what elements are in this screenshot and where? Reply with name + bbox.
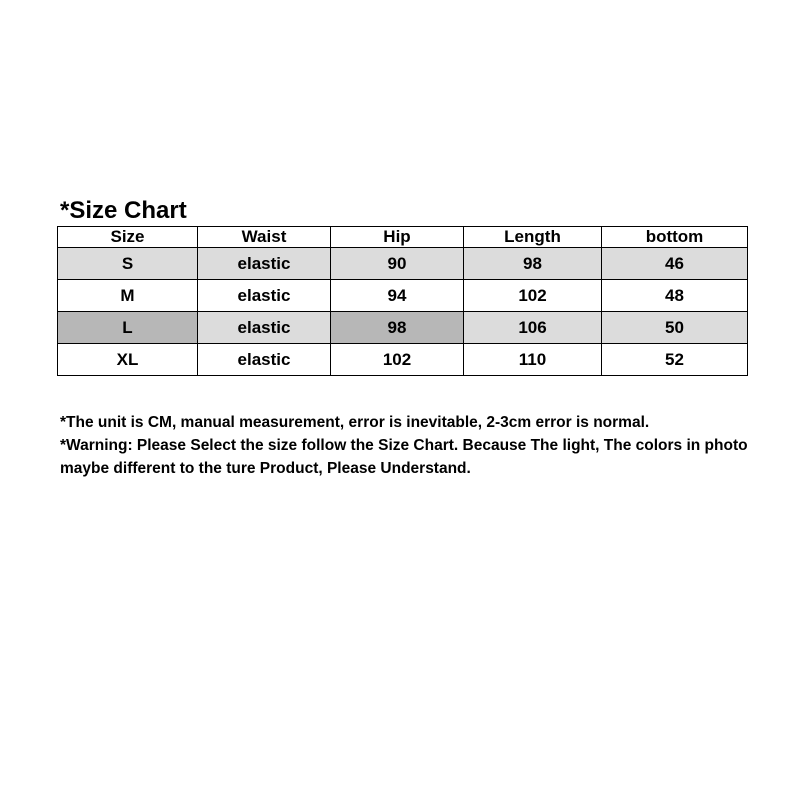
cell-hip: 98 bbox=[331, 312, 464, 344]
cell-size: M bbox=[58, 280, 198, 312]
cell-hip: 102 bbox=[331, 344, 464, 376]
warning-note: *Warning: Please Select the size follow the Size Chart. Because The light, The colors in photo maybe different to the ture Product, Please Understand. bbox=[60, 437, 748, 477]
cell-waist: elastic bbox=[198, 344, 331, 376]
size-chart-title: *Size Chart bbox=[60, 197, 187, 224]
header-size: Size bbox=[58, 227, 198, 248]
table-header-row bbox=[58, 227, 748, 248]
header-bottom: bottom bbox=[602, 227, 748, 248]
table-row bbox=[58, 312, 748, 344]
cell-length: 98 bbox=[464, 248, 602, 280]
cell-hip: 94 bbox=[331, 280, 464, 312]
cell-waist: elastic bbox=[198, 248, 331, 280]
cell-hip: 90 bbox=[331, 248, 464, 280]
unit-note: *The unit is CM, manual measurement, error is inevitable, 2-3cm error is normal. bbox=[60, 414, 650, 431]
size-chart-table bbox=[57, 226, 748, 376]
table-row bbox=[58, 344, 748, 376]
cell-bottom: 48 bbox=[602, 280, 748, 312]
cell-length: 110 bbox=[464, 344, 602, 376]
header-waist: Waist bbox=[198, 227, 331, 248]
cell-bottom: 50 bbox=[602, 312, 748, 344]
cell-size: XL bbox=[58, 344, 198, 376]
header-length: Length bbox=[464, 227, 602, 248]
cell-length: 102 bbox=[464, 280, 602, 312]
table-row bbox=[58, 248, 748, 280]
table-row bbox=[58, 280, 748, 312]
cell-bottom: 46 bbox=[602, 248, 748, 280]
header-hip: Hip bbox=[331, 227, 464, 248]
cell-waist: elastic bbox=[198, 280, 331, 312]
cell-size: L bbox=[58, 312, 198, 344]
cell-bottom: 52 bbox=[602, 344, 748, 376]
cell-waist: elastic bbox=[198, 312, 331, 344]
size-notes bbox=[60, 411, 750, 480]
cell-size: S bbox=[58, 248, 198, 280]
cell-length: 106 bbox=[464, 312, 602, 344]
